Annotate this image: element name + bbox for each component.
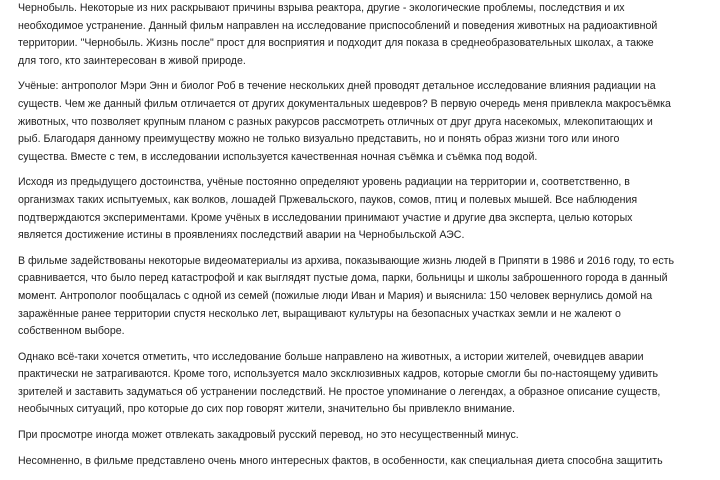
paragraph-conclusion: Несомненно, в фильме представлено очень много интересных фактов, в особенности, как специальная диета способна защитить — [18, 454, 663, 467]
paragraph-translation: При просмотре иногда может отвлекать закадровый русский перевод, но это несущественный минус. — [18, 429, 519, 442]
paragraph-archive-footage: В фильме задействованы некоторые видеоматериалы из архива, показывающие жизнь людей в Припяти в 1986 и 2016 году, то есть сравнивается, что было перед катастрофой и как выглядят пустые дома, парки, больницы и школы заброшенного города в данный момент. Антрополог пообщалась с одной из семей (пожилые люди Иван и Мария) и выяснила: 150 человек вернулись домой на заражённые ранее территории спустя несколько лет, выращивают культуры на безопасных участках земли и не жалеют о собственном выборе. — [18, 254, 674, 338]
document-page — [18, 0, 708, 480]
paragraph-criticism: Однако всё-таки хочется отметить, что исследование больше направлено на животных, а истории жителей, очевидцев аварии практически не затрагиваются. Кроме того, используется мало эксклюзивных кадров, которые смогли бы по-настоящему удивить зрителей и заставить задуматься об устранении последствий. Не простое упоминание о легендах, а образное описание существ, необычных ситуаций, про которые до сих пор говорят жители, значительно бы привлекло внимание. — [18, 350, 661, 416]
paragraph-radiation-levels: Исходя из предыдущего достоинства, учёные постоянно определяют уровень радиации на территории и, соответственно, в организмах таких испытуемых, как волков, лошадей Пржевальского, пауков, сомов, птиц и полевых мышей. Все наблюдения подтверждаются экспериментами. Кроме учёных в исследовании принимают участие и другие два эксперта, целью которых является достижение истины в проявлениях последствий аварии на Чернобыльской АЭС. — [18, 176, 638, 242]
paragraph-scientists: Учёные: антрополог Мэри Энн и биолог Роб в течение нескольких дней проводят детальное исследование влияния радиации на существ. Чем же данный фильм отличается от других документальных шедевров? В первую очередь меня привлекла макросъёмка животных, что позволяет крупным планом с разных ракурсов рассмотреть отличных от друг друга насекомых, млекопитающих и рыб. Благодаря данному преимуществу можно не только визуально представить, но и понять образ жизни того или иного существа. Вместе с тем, в исследовании используется качественная ночная съёмка и съёмка под водой. — [18, 80, 671, 163]
paragraph-intro: Чернобыль. Некоторые из них раскрывают причины взрыва реактора, другие - экологические проблемы, последствия и их необходимое устранение. Данный фильм направлен на исследование приспособлений и поведения животных на радиоактивной территории. "Чернобыль. Жизнь после" прост для восприятия и подходит для показа в среднеобразовательных школах, а также для того, кто заинтересован в живой природе. — [18, 2, 658, 67]
